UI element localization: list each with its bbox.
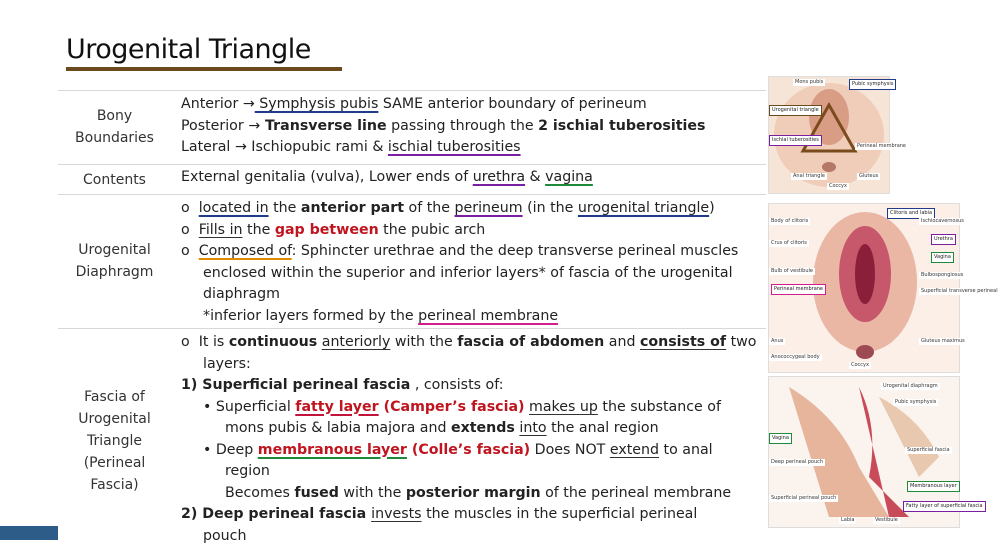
row-urogenital-diaphragm <box>58 194 766 329</box>
bullet-icon: • <box>203 398 212 415</box>
bullet-icon: o <box>181 221 190 238</box>
bottom-accent-bar <box>0 526 58 540</box>
bony-content: Anterior → Symphysis pubis SAME anterior boundary of perineum Posterior → Transverse line passing through the 2 ischial tuberosities Lateral → Ischiopubic rami & ischial tuberosities <box>181 96 706 155</box>
anatomy-image-clitoris-vestibule: Clitoris and labia Body of clitoris Crus of clitoris Urethra Vagina Bulb of vestibule Perineal membrane Ischiocavernosus Bulbospongiosus Superficial transverse perineal Anus Gluteus maximus Coccyx Anococcygeal body <box>768 203 960 373</box>
row-label-fascia: Fascia of Urogenital Triangle (Perineal Fascia) <box>78 389 151 493</box>
arrow-right-icon: → <box>234 139 247 155</box>
row-label-diaphragm: Urogenital Diaphragm <box>75 242 154 280</box>
bullet-icon: • <box>203 441 212 458</box>
bullet-icon: o <box>181 334 190 350</box>
fascia-content: o It is continuous anteriorly with the fascia of abdomen and consists of two layers: 1) Superficial perineal fascia , consists of: • Superficial fatty layer (Camper’s fascia) makes up the substance of mons pubis & labia majora and extends into the anal region • Deep membranous layer (Colle’s fascia) Does NOT extend to anal region Becomes fused with the posterior margin of the perineal membrane 2) Deep perineal fascia invests the muscles in the superficial perineal pouch <box>181 334 757 544</box>
row-bony-boundaries <box>58 90 766 165</box>
page-title: Urogenital Triangle <box>66 34 311 65</box>
arrow-right-icon: → <box>248 117 261 134</box>
contents-content: External genitalia (vulva), Lower ends of urethra & vagina <box>181 169 593 185</box>
row-contents <box>58 164 766 195</box>
row-label-bony: Bony Boundaries <box>75 108 154 146</box>
anatomy-image-perineal-pouch: Urogenital diaphragm Vagina Deep perineal pouch Superficial perineal pouch Membranous layer Fatty layer of superficial fascia Pubic symphysis Superficial fascia Vestibule Labia <box>768 376 960 528</box>
bullet-icon: o <box>181 200 190 216</box>
arrow-right-icon: → <box>242 96 255 112</box>
diaphragm-content: o located in the anterior part of the perineum (in the urogenital triangle) o Fills in the gap between the pubic arch o Composed of: Sphincter urethrae and the deep transverse perineal muscles enclosed within the superior and inferior layers* of fascia of the urogenital diaphragm *inferior layers formed by the perineal membrane <box>181 200 739 324</box>
anatomy-image-perineum-surface: Mons pubis Pubic symphysis Urogenital triangle Ischial tuberosities Perineal membrane Anal triangle Coccyx Gluteus <box>768 76 890 194</box>
title-underline <box>66 67 342 71</box>
bullet-icon: o <box>181 243 190 259</box>
row-fascia <box>58 328 766 544</box>
row-label-contents: Contents <box>83 172 146 188</box>
